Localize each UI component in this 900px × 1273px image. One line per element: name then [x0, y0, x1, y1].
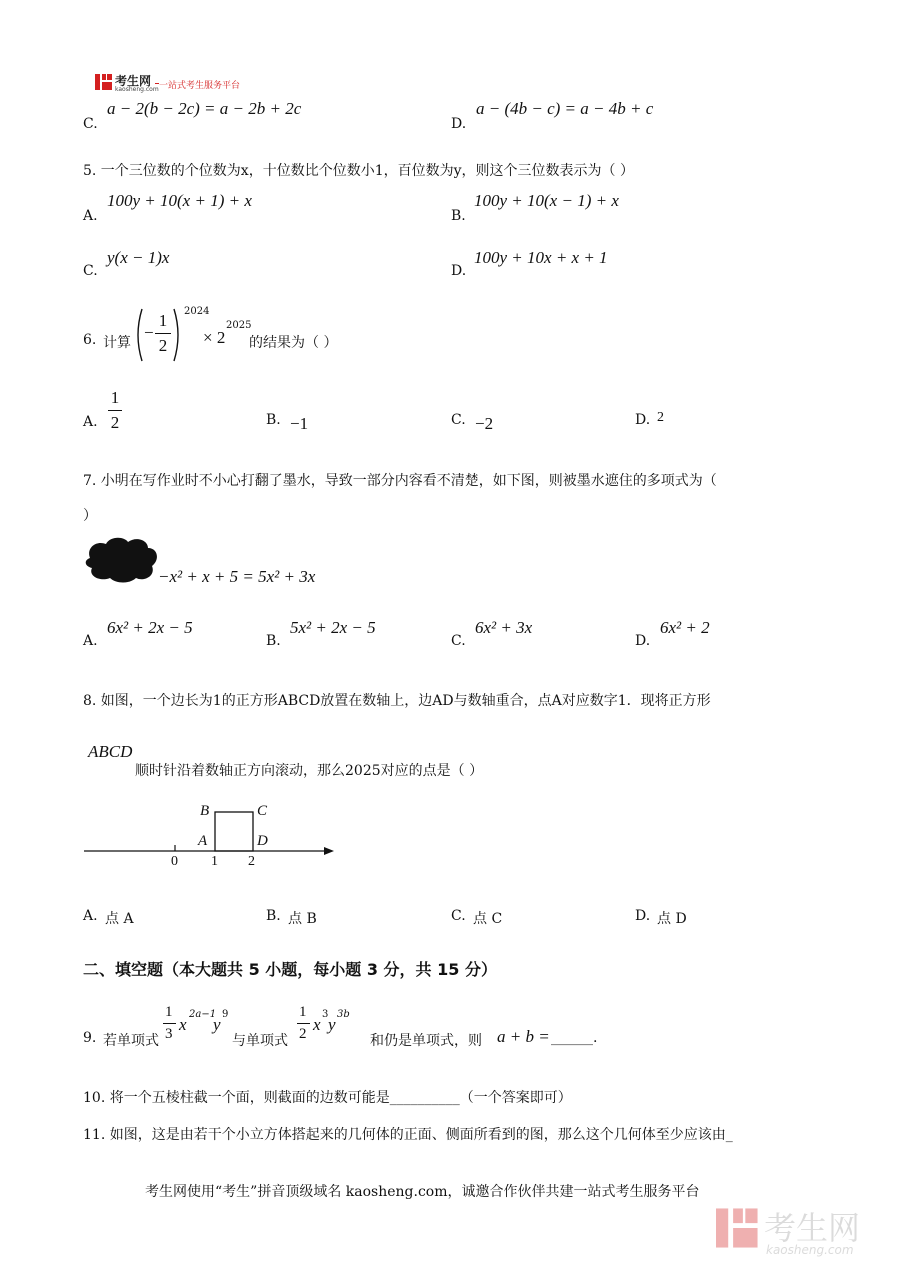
- logo-slogan: 一站式考生服务平台: [159, 81, 241, 91]
- q6-option-c-label: C.: [451, 412, 466, 428]
- q8-option-c-label: C.: [451, 908, 466, 924]
- q5-option-c-label: C.: [83, 263, 98, 279]
- watermark-domain: kaosheng.com: [766, 1243, 854, 1257]
- q9-monomial-2: 1 2 x 3 y 3b: [299, 1004, 350, 1042]
- q10-text: 10. 将一个五棱柱截一个面，则截面的边数可能是__________（一个答案即可）: [83, 1090, 572, 1106]
- watermark-name: 考生网: [764, 1209, 861, 1247]
- q6-option-b: −1: [290, 414, 309, 433]
- q8-stem-cont: 顺时针沿着数轴正方向滚动，那么2025对应的点是（ ）: [135, 763, 484, 779]
- logo-name: 考生网: [115, 74, 152, 88]
- kaosheng-logo-icon: [95, 72, 113, 92]
- q8-option-a: 点 A: [105, 911, 134, 927]
- section-title: 二、填空题（本大题共 5 小题，每小题 3 分，共 15 分）: [83, 960, 497, 979]
- q6-option-d-label: D.: [635, 412, 651, 428]
- q5-option-c: y(x − 1)x: [107, 248, 170, 267]
- q6-option-a-num: 1: [110, 388, 120, 407]
- fig-label-b: B: [200, 803, 210, 819]
- q9-number: 9.: [83, 1030, 97, 1046]
- q8-option-b: 点 B: [288, 911, 317, 927]
- q7-option-d-label: D.: [635, 633, 651, 649]
- q7-option-b-label: B.: [266, 633, 281, 649]
- fig-tick-1: 1: [211, 854, 218, 869]
- q7-option-b: 5x² + 2x − 5: [290, 618, 376, 637]
- q6-times: × 2: [203, 328, 226, 347]
- fig-tick-2: 2: [248, 854, 255, 869]
- footer-watermark: [716, 1203, 886, 1259]
- q8-stem: 8. 如图，一个边长为1的正方形ABCD放置在数轴上，边AD与数轴重合，点A对应数字1．现将正方形: [83, 693, 711, 709]
- q6-option-a-den: 2: [110, 413, 120, 432]
- q7-equation: −x² + x + 5 = 5x² + 3x: [158, 567, 316, 586]
- q7-option-a-label: A.: [83, 633, 98, 649]
- q5-option-d: 100y + 10x + x + 1: [474, 248, 608, 267]
- q9-post: 和仍是单项式，则: [370, 1033, 482, 1049]
- q6-option-a-label: A.: [83, 414, 98, 430]
- q7-option-c: 6x² + 3x: [475, 618, 533, 637]
- q5-option-b-label: B.: [451, 208, 466, 224]
- q6-frac-num: 1: [158, 311, 168, 330]
- q6-option-b-label: B.: [266, 412, 281, 428]
- ink-blot-icon: [84, 536, 160, 584]
- q8-option-b-label: B.: [266, 908, 281, 924]
- q6-frac-den: 2: [158, 336, 168, 355]
- q6-number: 6.: [83, 332, 97, 348]
- q6-pre: 计算: [103, 335, 131, 351]
- q8-stem-abcd: ABCD: [88, 742, 133, 761]
- fig-tick-0: 0: [171, 854, 178, 869]
- q7-option-c-label: C.: [451, 633, 466, 649]
- fig-label-c: C: [257, 803, 268, 819]
- q7-option-d: 6x² + 2: [660, 618, 710, 637]
- q5-option-a: 100y + 10(x + 1) + x: [107, 191, 252, 210]
- q8-option-d-label: D.: [635, 908, 651, 924]
- q9-monomial-1: 1 3 x 2a−1 y 9: [165, 1004, 229, 1042]
- q4-option-c-label: C.: [83, 116, 98, 132]
- footer-text: 考生网使用“考生”拼音顶级域名 kaosheng.com，诚邀合作伙伴共建一站式考生服务平台: [145, 1184, 700, 1200]
- logo-domain: kaosheng.com: [115, 86, 159, 93]
- q4-option-d-label: D.: [451, 116, 467, 132]
- q4-option-d: a − (4b − c) = a − 4b + c: [476, 99, 654, 118]
- right-paren-icon: [173, 308, 183, 362]
- q9-answer-expr: a + b =: [497, 1027, 550, 1046]
- q8-option-a-label: A.: [83, 908, 98, 924]
- watermark-logo-icon: [716, 1203, 760, 1253]
- q6-exp2: 2025: [226, 320, 252, 331]
- q9-pre: 若单项式: [103, 1033, 159, 1049]
- q5-stem: 5. 一个三位数的个位数为x，十位数比个位数小1，百位数为y，则这个三位数表示为（ ）: [83, 163, 634, 179]
- q7-stem-close: ）: [83, 508, 97, 524]
- q11-text: 11. 如图，这是由若干个小立方体搭起来的几何体的正面、侧面所看到的图，那么这个几何体至少应该由_: [83, 1127, 733, 1143]
- q5-option-d-label: D.: [451, 263, 467, 279]
- q7-stem: 7. 小明在写作业时不小心打翻了墨水，导致一部分内容看不清楚，如下图，则被墨水遮住的多项式为（: [83, 473, 717, 489]
- q5-option-b: 100y + 10(x − 1) + x: [474, 191, 619, 210]
- q7-option-a: 6x² + 2x − 5: [107, 618, 193, 637]
- q6-exp1: 2024: [184, 306, 210, 317]
- q6-option-a: [108, 388, 122, 433]
- q5-option-a-label: A.: [83, 208, 98, 224]
- fig-label-d: D: [257, 833, 268, 849]
- fig-label-a: A: [198, 833, 208, 849]
- q8-option-c: 点 C: [473, 911, 503, 927]
- q9-mid: 与单项式: [232, 1033, 288, 1049]
- q6-post: 的结果为（ ）: [249, 335, 338, 351]
- q4-option-c: a − 2(b − 2c) = a − 2b + 2c: [107, 99, 302, 118]
- q8-option-d: 点 D: [657, 911, 687, 927]
- left-paren-icon: [133, 308, 143, 362]
- q6-option-c: −2: [475, 414, 494, 433]
- q6-sign: −: [144, 323, 154, 342]
- q9-blank: ______.: [551, 1030, 598, 1046]
- q8-figure: [82, 800, 342, 875]
- q6-option-d: 2: [657, 410, 664, 425]
